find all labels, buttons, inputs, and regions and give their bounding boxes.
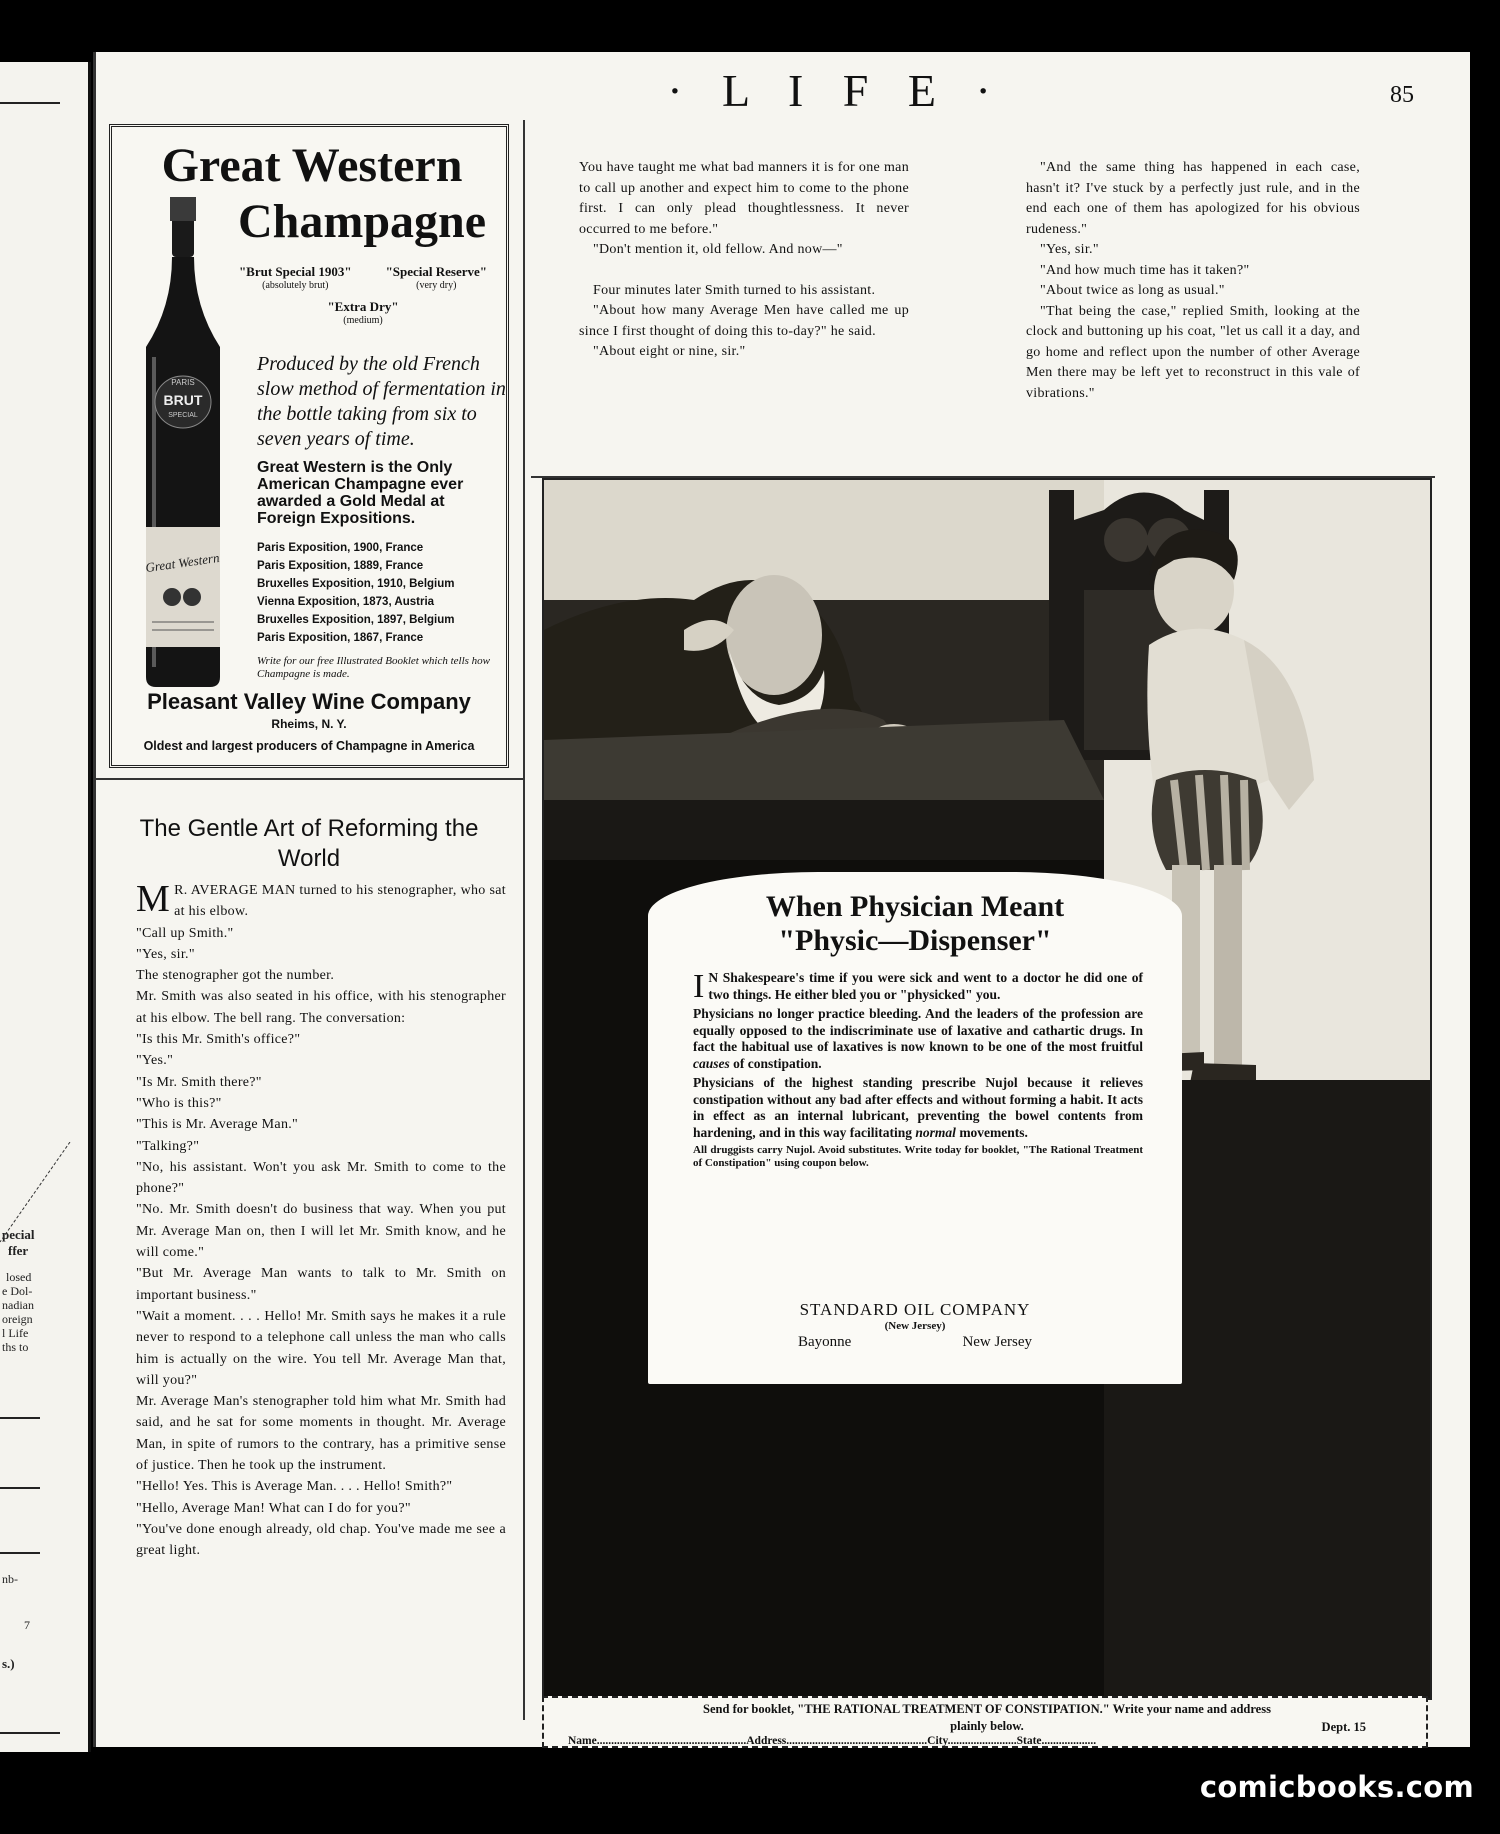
champagne-award: Great Western is the Only American Champagne ever awarded a Gold Medal at Foreign Expositions. <box>257 459 464 527</box>
page-number: 85 <box>1390 82 1414 108</box>
story-paragraph: "Who is this?" <box>136 1095 222 1111</box>
previous-page-edge <box>0 62 91 1752</box>
prev-diagonal-line <box>0 1142 80 1252</box>
coupon-instructions: plainly below. <box>950 1719 1024 1733</box>
story-paragraph: "Don't mention it, old fellow. And now—" <box>593 242 843 257</box>
prev-fragment: losed <box>6 1270 32 1284</box>
story-paragraph: "About eight or nine, sir." <box>593 344 746 359</box>
story-paragraph: "Yes." <box>136 1053 174 1069</box>
nujol-emphasis: normal <box>915 1124 956 1140</box>
exposition-list <box>257 539 507 647</box>
prev-fragment: 7 <box>24 1618 30 1632</box>
masthead: · L I F E · <box>667 65 1005 116</box>
story-paragraph: The stenographer got the number. <box>136 968 335 984</box>
champagne-city: Rheims, N. Y. <box>271 717 347 731</box>
champagne-slogan: Oldest and largest producers of Champagne in America <box>143 739 475 753</box>
champagne-grades <box>222 264 504 326</box>
champagne-booklet-offer: Write for our free Illustrated Booklet which tells how Champagne is made. <box>257 655 491 680</box>
story-paragraph: Four minutes later Smith turned to his assistant. <box>593 282 876 298</box>
champagne-advertisement <box>109 124 509 768</box>
grade-note: (absolutely brut) <box>262 280 329 291</box>
nujol-city: Bayonne <box>798 1334 852 1350</box>
section-rule <box>96 778 523 780</box>
story-paragraph: R. AVERAGE MAN turned to his stenographer, who sat at his elbow. <box>174 883 506 920</box>
story-paragraph: Mr. Average Man's stenographer told him what Mr. Smith had said, and he sat for some moments in thought. Mr. Average Man, in spite of rumors to the contrary, has a primitive sense of justice. Then he took up the instrument. <box>136 1394 506 1474</box>
story-paragraph: "Is Mr. Smith there?" <box>136 1074 262 1090</box>
nujol-text-panel <box>648 872 1182 1384</box>
nujol-emphasis: causes <box>693 1055 730 1071</box>
exposition-item: Paris Exposition, 1900, France <box>257 542 424 554</box>
story-paragraph: "And how much time has it taken?" <box>1040 262 1250 278</box>
story-paragraph: "But Mr. Average Man wants to talk to Mr. Smith on important business." <box>136 1266 506 1303</box>
prev-fragment: nb- <box>2 1572 18 1586</box>
column-rule <box>523 120 525 1720</box>
booklet-coupon[interactable] <box>542 1696 1428 1748</box>
prev-rule <box>0 1552 40 1554</box>
story-paragraph: "No. Mr. Smith doesn't do business that way. When you put Mr. Average Man on, then I will let Mr. Smith know, and he will come." <box>136 1202 506 1261</box>
nujol-paragraph: of constipation. <box>729 1055 822 1071</box>
story-paragraph: "Yes, sir." <box>1040 242 1099 257</box>
champagne-company: Pleasant Valley Wine Company <box>147 689 471 714</box>
grade-name: "Brut Special 1903" <box>238 264 352 279</box>
story-column-1 <box>136 880 506 1562</box>
nujol-state: New Jersey <box>962 1334 1032 1350</box>
nujol-paragraph: All druggists carry Nujol. Avoid substitutes. Write today for booklet, "The Rational Treatment of Constipation" using coupon below. <box>693 1144 1143 1169</box>
nujol-company-sub: (New Jersey) <box>884 1320 946 1332</box>
prev-rule <box>0 102 60 104</box>
coupon-fields[interactable]: Name....................................................Address.................................................City........................State................... <box>568 1735 1097 1747</box>
bottle-label-top: PARIS <box>171 378 195 387</box>
watermark: comicbooks.com <box>1199 1770 1474 1804</box>
story-paragraph: "And the same thing has happened in each case, hasn't it? I've stuck by a perfectly just rule, and in the end each one of them has apologized for his obvious rudeness." <box>1026 160 1360 237</box>
prev-fragment: s.) <box>2 1656 15 1671</box>
story-paragraph: "No, his assistant. Won't you ask Mr. Smith to come to the phone?" <box>136 1159 506 1197</box>
nujol-headline-line: "Physic—Dispenser" <box>778 924 1052 957</box>
story-paragraph: "Yes, sir." <box>136 946 195 962</box>
exposition-item: Paris Exposition, 1889, France <box>257 560 424 572</box>
bottle-label-sub: SPECIAL <box>168 412 198 419</box>
nujol-advertisement <box>542 478 1432 1700</box>
coupon-instructions: Send for booklet, "THE RATIONAL TREATMENT OF CONSTIPATION." Write your name and address <box>703 1702 1271 1716</box>
nujol-headline-line: When Physician Meant <box>765 890 1065 923</box>
prev-fragment: pecial <box>2 1227 35 1242</box>
exposition-item: Vienna Exposition, 1873, Austria <box>257 596 435 608</box>
prev-fragment: nadian <box>2 1298 34 1312</box>
prev-fragment: l Life <box>2 1326 29 1340</box>
story-paragraph: "About twice as long as usual." <box>1040 283 1225 298</box>
nujol-dropcap: I <box>693 968 705 1005</box>
bottle-label-brand: BRUT <box>163 392 203 408</box>
story-paragraph: "Is this Mr. Smith's office?" <box>136 1032 301 1048</box>
story-column-3 <box>1026 158 1360 404</box>
champagne-tagline: Produced by the old French slow method of fermentation in the bottle taking from six to seven years of time. <box>257 353 506 450</box>
coupon-dept: Dept. 15 <box>1321 1720 1366 1734</box>
champagne-headline: Great Western <box>161 139 463 192</box>
prev-rule <box>0 1732 60 1734</box>
grade-name: "Extra Dry" <box>327 299 399 314</box>
story-title: The Gentle Art of Reforming the World <box>139 815 479 872</box>
prev-fragment: e Dol- <box>2 1284 33 1298</box>
nujol-body <box>693 970 1143 1172</box>
champagne-bottle-illustration <box>132 197 232 687</box>
nujol-company: STANDARD OIL COMPANY <box>799 1300 1031 1319</box>
story-section-break <box>579 261 909 281</box>
grade-note: (medium) <box>343 315 383 326</box>
prev-rule <box>0 1417 40 1419</box>
story-paragraph: Mr. Smith was also seated in his office, with his stenographer at his elbow. The bell rang. The conversation: <box>136 989 506 1026</box>
nujol-location <box>798 1334 1032 1351</box>
prev-rule <box>0 1487 40 1489</box>
story-paragraph: "Hello! Yes. This is Average Man. . . . Hello! Smith?" <box>136 1479 453 1495</box>
story-paragraph: "This is Mr. Average Man." <box>136 1117 299 1133</box>
magazine-page <box>93 52 1470 1747</box>
story-paragraph: "You've done enough already, old chap. You've made me see a great light. <box>136 1521 506 1559</box>
bottle-label-script: Great Western <box>144 549 221 576</box>
story-paragraph: "Wait a moment. . . . Hello! Mr. Smith says he makes it a rule never to respond to a telephone call unless the man who calls him is actually on the wire. You tell Mr. Average Man that, will you?" <box>136 1308 506 1388</box>
story-column-2 <box>579 158 909 363</box>
nujol-paragraph: Physicians of the highest standing prescribe Nujol because it relieves constipation without any bad after effects and without forming a habit. It acts in effect as an internal lubricant, preventing the bowel contents from hardening, and in this way facilitating <box>693 1075 1143 1140</box>
nujol-paragraph: N Shakespeare's time if you were sick and went to a doctor he did one of two things. He either bled you or "physicked" you. <box>708 970 1143 1002</box>
story-paragraph: "Talking?" <box>136 1138 200 1154</box>
story-paragraph: "That being the case," replied Smith, looking at the clock and buttoning up his coat, "let us call it a day, and go home and reflect upon the number of other Average Men there may be left yet to reconstruct in this vale of vibrations." <box>1026 303 1360 401</box>
nujol-headline <box>658 890 1172 958</box>
story-dropcap: M <box>136 878 171 920</box>
nujol-paragraph: movements. <box>955 1124 1028 1140</box>
prev-fragment: oreign <box>2 1312 33 1326</box>
nujol-paragraph: Physicians no longer practice bleeding. And the leaders of the profession are equally opposed to the indiscriminate use of laxative and cathartic drugs. In fact the habitual use of laxatives is now known to be one of the most fruitful <box>693 1006 1143 1054</box>
story-paragraph: "About how many Average Men have called me up since I first thought of doing this to-day?" he said. <box>579 303 909 339</box>
grade-name: "Special Reserve" <box>385 264 488 279</box>
prev-fragment: ffer <box>8 1243 29 1258</box>
grade-note: (very dry) <box>416 280 457 291</box>
exposition-item: Bruxelles Exposition, 1897, Belgium <box>257 614 455 626</box>
champagne-headline: Champagne <box>237 195 487 248</box>
story-paragraph: "Hello, Average Man! What can I do for you?" <box>136 1500 411 1516</box>
exposition-item: Bruxelles Exposition, 1910, Belgium <box>257 578 455 590</box>
prev-fragment: ths to <box>2 1340 29 1354</box>
story-paragraph: You have taught me what bad manners it is for one man to call up another and expect him to come to the phone first. I can only plead thoughtlessness. It never occurred to me before." <box>579 160 909 237</box>
story-paragraph: "Call up Smith." <box>136 925 234 941</box>
exposition-item: Paris Exposition, 1867, France <box>257 632 424 644</box>
